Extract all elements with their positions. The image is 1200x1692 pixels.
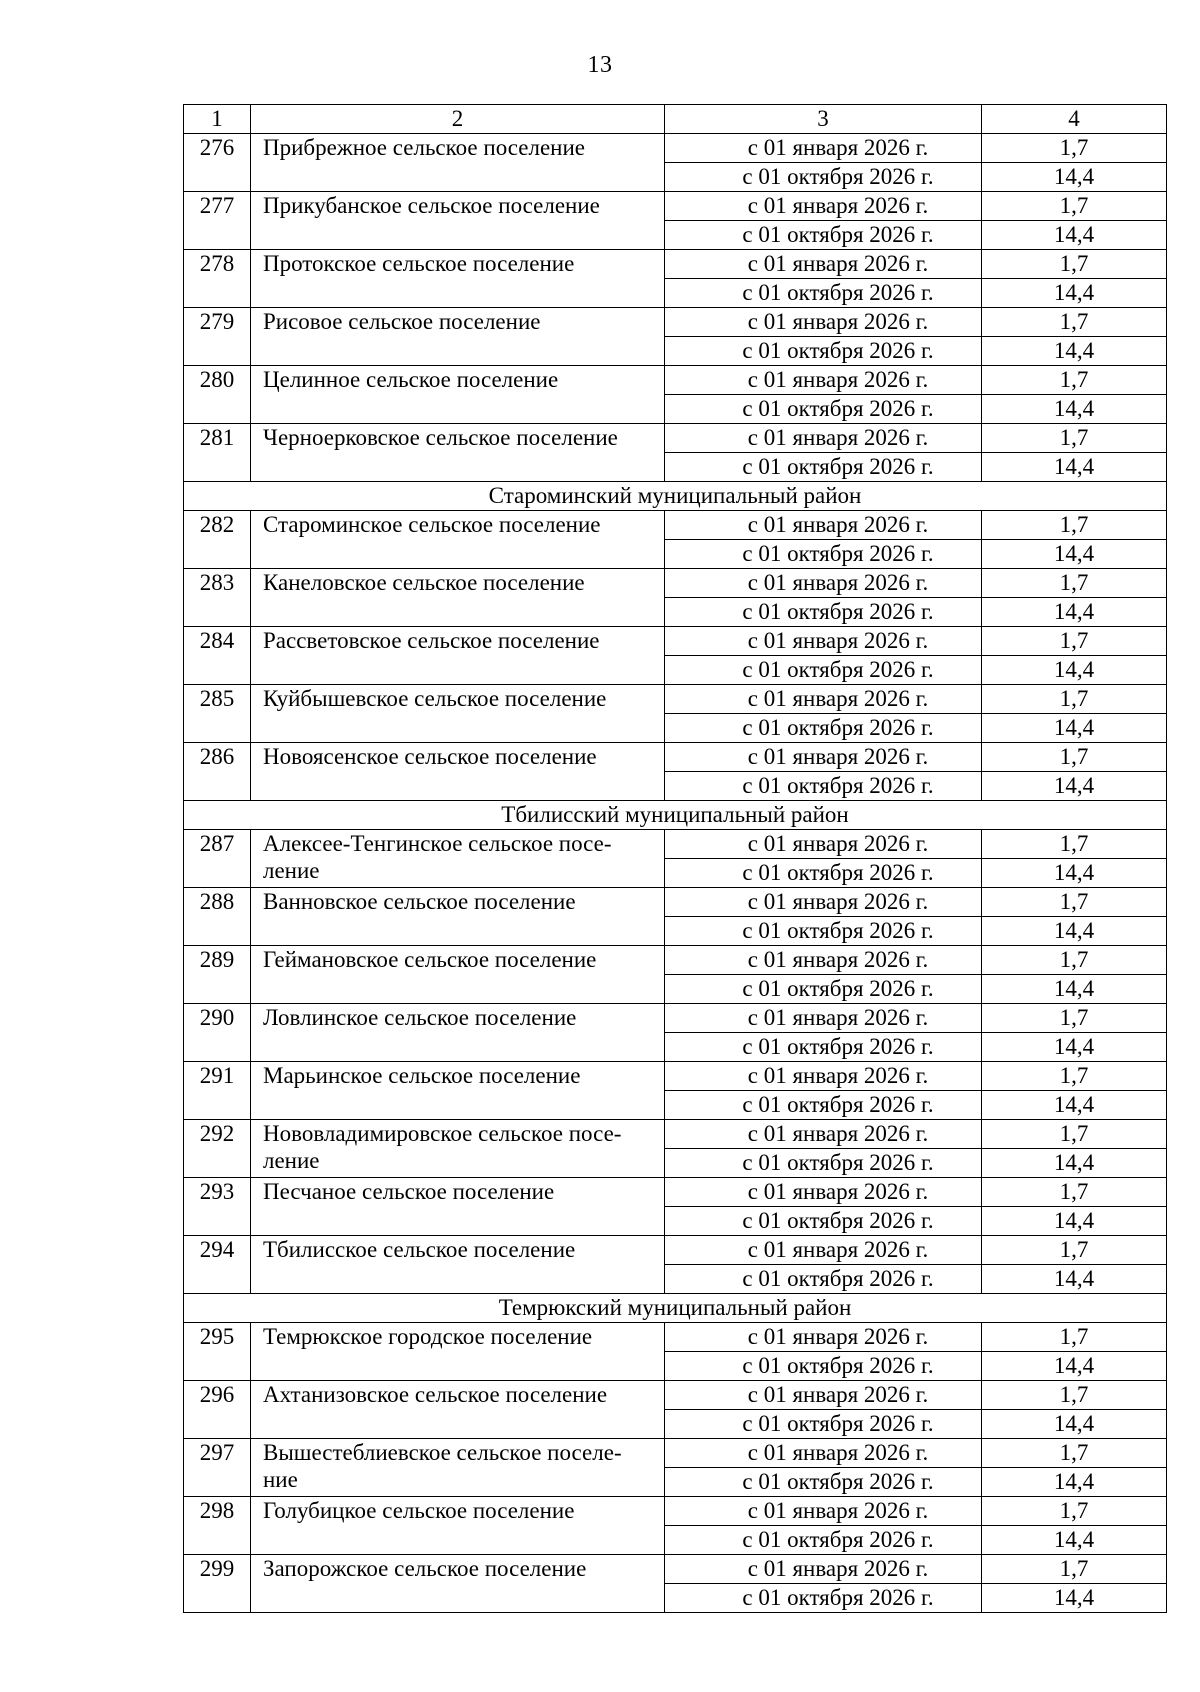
effective-date: с 01 октября 2026 г. <box>665 221 982 250</box>
table-row <box>184 1323 1167 1352</box>
index-value: 1,7 <box>982 1004 1167 1033</box>
settlement-name-line: Прикубанское сельское поселение <box>263 193 600 218</box>
effective-date: с 01 января 2026 г. <box>665 627 982 656</box>
settlement-name <box>251 830 665 888</box>
index-value: 1,7 <box>982 192 1167 221</box>
settlement-name <box>251 1381 665 1439</box>
column-header-1: 1 <box>184 105 251 134</box>
row-number: 286 <box>184 743 251 801</box>
settlement-name-line: Новоясенское сельское поселение <box>263 744 597 769</box>
settlement-name-line: Куйбышевское сельское поселение <box>263 686 607 711</box>
index-value: 1,7 <box>982 250 1167 279</box>
effective-date: с 01 января 2026 г. <box>665 134 982 163</box>
settlement-name <box>251 1004 665 1062</box>
settlement-name-line: Ахтанизовское сельское поселение <box>263 1382 608 1407</box>
settlement-name-line: Староминское сельское поселение <box>263 512 601 537</box>
district-heading: Тбилисский муниципальный район <box>184 801 1167 830</box>
effective-date: с 01 января 2026 г. <box>665 1555 982 1584</box>
index-value: 14,4 <box>982 1091 1167 1120</box>
table-row <box>184 1439 1167 1468</box>
row-number: 296 <box>184 1381 251 1439</box>
effective-date: с 01 января 2026 г. <box>665 1236 982 1265</box>
index-value: 1,7 <box>982 1062 1167 1091</box>
index-value: 1,7 <box>982 1236 1167 1265</box>
settlement-name <box>251 1178 665 1236</box>
row-number: 276 <box>184 134 251 192</box>
table-row <box>184 1555 1167 1584</box>
settlement-name-line: Темрюкское городское поселение <box>263 1324 593 1349</box>
index-value: 14,4 <box>982 279 1167 308</box>
row-number: 294 <box>184 1236 251 1294</box>
effective-date: с 01 января 2026 г. <box>665 685 982 714</box>
row-number: 297 <box>184 1439 251 1497</box>
settlement-name <box>251 1497 665 1555</box>
row-number: 282 <box>184 511 251 569</box>
index-value: 14,4 <box>982 1468 1167 1497</box>
table-row <box>184 685 1167 714</box>
settlement-name <box>251 1062 665 1120</box>
effective-date: с 01 октября 2026 г. <box>665 1033 982 1062</box>
settlement-name <box>251 1236 665 1294</box>
effective-date: с 01 октября 2026 г. <box>665 1352 982 1381</box>
index-value: 14,4 <box>982 163 1167 192</box>
effective-date: с 01 октября 2026 г. <box>665 772 982 801</box>
settlement-name <box>251 511 665 569</box>
settlement-name <box>251 888 665 946</box>
settlement-name <box>251 743 665 801</box>
effective-date: с 01 января 2026 г. <box>665 888 982 917</box>
table-row <box>184 511 1167 540</box>
effective-date: с 01 октября 2026 г. <box>665 1468 982 1497</box>
table-row <box>184 1178 1167 1207</box>
index-value: 14,4 <box>982 453 1167 482</box>
settlement-name-line: Песчаное сельское поселение <box>263 1179 555 1204</box>
effective-date: с 01 января 2026 г. <box>665 366 982 395</box>
column-header-2: 2 <box>251 105 665 134</box>
table-row <box>184 308 1167 337</box>
effective-date: с 01 января 2026 г. <box>665 743 982 772</box>
effective-date: с 01 января 2026 г. <box>665 1323 982 1352</box>
index-value: 14,4 <box>982 1207 1167 1236</box>
index-value: 1,7 <box>982 1120 1167 1149</box>
row-number: 288 <box>184 888 251 946</box>
index-value: 1,7 <box>982 308 1167 337</box>
settlement-name-line: Алексее-Тенгинское сельское посе- <box>263 831 612 856</box>
effective-date: с 01 октября 2026 г. <box>665 1584 982 1613</box>
settlement-name <box>251 308 665 366</box>
index-value: 14,4 <box>982 1149 1167 1178</box>
index-value: 1,7 <box>982 627 1167 656</box>
row-number: 292 <box>184 1120 251 1178</box>
row-number: 289 <box>184 946 251 1004</box>
settlement-name-line: Марьинское сельское поселение <box>263 1063 581 1088</box>
effective-date: с 01 октября 2026 г. <box>665 1265 982 1294</box>
index-value: 1,7 <box>982 424 1167 453</box>
settlement-name-line: ние <box>263 1467 298 1492</box>
row-number: 284 <box>184 627 251 685</box>
settlement-name-line: Нововладимировское сельское посе- <box>263 1121 622 1146</box>
index-value: 14,4 <box>982 917 1167 946</box>
settlement-name-line: Рассветовское сельское поселение <box>263 628 600 653</box>
index-value: 1,7 <box>982 511 1167 540</box>
effective-date: с 01 октября 2026 г. <box>665 1149 982 1178</box>
settlement-name <box>251 627 665 685</box>
effective-date: с 01 октября 2026 г. <box>665 859 982 888</box>
table-row <box>184 888 1167 917</box>
index-value: 14,4 <box>982 598 1167 627</box>
settlement-name-line: Черноерковское сельское поселение <box>263 425 618 450</box>
index-value: 14,4 <box>982 1410 1167 1439</box>
effective-date: с 01 января 2026 г. <box>665 511 982 540</box>
index-value: 1,7 <box>982 134 1167 163</box>
row-number: 298 <box>184 1497 251 1555</box>
index-value: 1,7 <box>982 569 1167 598</box>
index-value: 14,4 <box>982 656 1167 685</box>
district-row <box>184 801 1167 830</box>
table-row <box>184 627 1167 656</box>
table-row <box>184 1004 1167 1033</box>
effective-date: с 01 января 2026 г. <box>665 830 982 859</box>
effective-date: с 01 октября 2026 г. <box>665 975 982 1004</box>
index-value: 14,4 <box>982 395 1167 424</box>
table-row <box>184 192 1167 221</box>
settlement-name-line: Голубицкое сельское поселение <box>263 1498 575 1523</box>
row-number: 291 <box>184 1062 251 1120</box>
column-header-3: 3 <box>665 105 982 134</box>
row-number: 277 <box>184 192 251 250</box>
settlement-name <box>251 569 665 627</box>
index-value: 14,4 <box>982 1352 1167 1381</box>
index-value: 1,7 <box>982 946 1167 975</box>
effective-date: с 01 января 2026 г. <box>665 569 982 598</box>
effective-date: с 01 октября 2026 г. <box>665 163 982 192</box>
index-value: 14,4 <box>982 1033 1167 1062</box>
effective-date: с 01 октября 2026 г. <box>665 598 982 627</box>
index-value: 1,7 <box>982 1555 1167 1584</box>
row-number: 280 <box>184 366 251 424</box>
settlement-name-line: Ловлинское сельское поселение <box>263 1005 577 1030</box>
table-row <box>184 743 1167 772</box>
index-value: 1,7 <box>982 366 1167 395</box>
header-row <box>184 105 1167 134</box>
settlement-name-line: Целинное сельское поселение <box>263 367 559 392</box>
effective-date: с 01 января 2026 г. <box>665 1062 982 1091</box>
settlement-name <box>251 192 665 250</box>
effective-date: с 01 января 2026 г. <box>665 1497 982 1526</box>
settlement-name-line: Протокское сельское поселение <box>263 251 575 276</box>
settlement-name <box>251 1439 665 1497</box>
effective-date: с 01 января 2026 г. <box>665 250 982 279</box>
index-value: 1,7 <box>982 1381 1167 1410</box>
row-number: 295 <box>184 1323 251 1381</box>
settlement-name <box>251 1120 665 1178</box>
effective-date: с 01 января 2026 г. <box>665 1178 982 1207</box>
row-number: 279 <box>184 308 251 366</box>
effective-date: с 01 января 2026 г. <box>665 1004 982 1033</box>
index-value: 1,7 <box>982 1323 1167 1352</box>
effective-date: с 01 января 2026 г. <box>665 1439 982 1468</box>
effective-date: с 01 октября 2026 г. <box>665 714 982 743</box>
effective-date: с 01 октября 2026 г. <box>665 453 982 482</box>
settlement-name-line: Вышестеблиевское сельское поселе- <box>263 1440 622 1465</box>
row-number: 290 <box>184 1004 251 1062</box>
row-number: 285 <box>184 685 251 743</box>
settlement-name <box>251 1555 665 1613</box>
effective-date: с 01 октября 2026 г. <box>665 337 982 366</box>
effective-date: с 01 января 2026 г. <box>665 192 982 221</box>
effective-date: с 01 октября 2026 г. <box>665 1091 982 1120</box>
effective-date: с 01 января 2026 г. <box>665 1120 982 1149</box>
table-row <box>184 1381 1167 1410</box>
column-header-4: 4 <box>982 105 1167 134</box>
effective-date: с 01 октября 2026 г. <box>665 917 982 946</box>
settlement-name-line: Прибрежное сельское поселение <box>263 135 585 160</box>
effective-date: с 01 октября 2026 г. <box>665 656 982 685</box>
settlement-name <box>251 134 665 192</box>
effective-date: с 01 января 2026 г. <box>665 946 982 975</box>
index-value: 14,4 <box>982 540 1167 569</box>
table-row <box>184 1120 1167 1149</box>
district-row <box>184 1294 1167 1323</box>
effective-date: с 01 октября 2026 г. <box>665 1526 982 1555</box>
index-value: 14,4 <box>982 772 1167 801</box>
table-row <box>184 946 1167 975</box>
effective-date: с 01 октября 2026 г. <box>665 395 982 424</box>
index-value: 1,7 <box>982 1439 1167 1468</box>
district-heading: Староминский муниципальный район <box>184 482 1167 511</box>
effective-date: с 01 января 2026 г. <box>665 308 982 337</box>
index-value: 1,7 <box>982 1497 1167 1526</box>
table-row <box>184 1497 1167 1526</box>
settlement-name <box>251 946 665 1004</box>
index-value: 1,7 <box>982 1178 1167 1207</box>
settlement-name-line: Тбилисское сельское поселение <box>263 1237 576 1262</box>
effective-date: с 01 января 2026 г. <box>665 424 982 453</box>
row-number: 283 <box>184 569 251 627</box>
table-row <box>184 569 1167 598</box>
index-value: 1,7 <box>982 685 1167 714</box>
index-value: 1,7 <box>982 888 1167 917</box>
index-value: 14,4 <box>982 1526 1167 1555</box>
table-row <box>184 1236 1167 1265</box>
row-number: 299 <box>184 1555 251 1613</box>
effective-date: с 01 октября 2026 г. <box>665 279 982 308</box>
table-row <box>184 424 1167 453</box>
settlement-name-line: Запорожское сельское поселение <box>263 1556 587 1581</box>
index-value: 1,7 <box>982 743 1167 772</box>
tariff-table <box>183 104 1167 1613</box>
table-row <box>184 830 1167 859</box>
effective-date: с 01 октября 2026 г. <box>665 1207 982 1236</box>
effective-date: с 01 января 2026 г. <box>665 1381 982 1410</box>
index-value: 14,4 <box>982 1584 1167 1613</box>
index-value: 14,4 <box>982 975 1167 1004</box>
index-value: 14,4 <box>982 1265 1167 1294</box>
page-number: 13 <box>587 52 613 78</box>
table-row <box>184 1062 1167 1091</box>
settlement-name <box>251 424 665 482</box>
effective-date: с 01 октября 2026 г. <box>665 1410 982 1439</box>
effective-date: с 01 октября 2026 г. <box>665 540 982 569</box>
district-heading: Темрюкский муниципальный район <box>184 1294 1167 1323</box>
index-value: 1,7 <box>982 830 1167 859</box>
settlement-name <box>251 366 665 424</box>
index-value: 14,4 <box>982 859 1167 888</box>
settlement-name-line: Рисовое сельское поселение <box>263 309 541 334</box>
table-body <box>184 105 1167 1613</box>
index-value: 14,4 <box>982 714 1167 743</box>
index-value: 14,4 <box>982 337 1167 366</box>
settlement-name <box>251 250 665 308</box>
table-row <box>184 250 1167 279</box>
row-number: 281 <box>184 424 251 482</box>
settlement-name-line: ление <box>263 1148 320 1173</box>
table-row <box>184 366 1167 395</box>
settlement-name <box>251 685 665 743</box>
row-number: 287 <box>184 830 251 888</box>
settlement-name-line: Канеловское сельское поселение <box>263 570 585 595</box>
settlement-name-line: ление <box>263 858 320 883</box>
settlement-name <box>251 1323 665 1381</box>
table-row <box>184 134 1167 163</box>
row-number: 293 <box>184 1178 251 1236</box>
index-value: 14,4 <box>982 221 1167 250</box>
row-number: 278 <box>184 250 251 308</box>
district-row <box>184 482 1167 511</box>
settlement-name-line: Геймановское сельское поселение <box>263 947 597 972</box>
settlement-name-line: Ванновское сельское поселение <box>263 889 576 914</box>
